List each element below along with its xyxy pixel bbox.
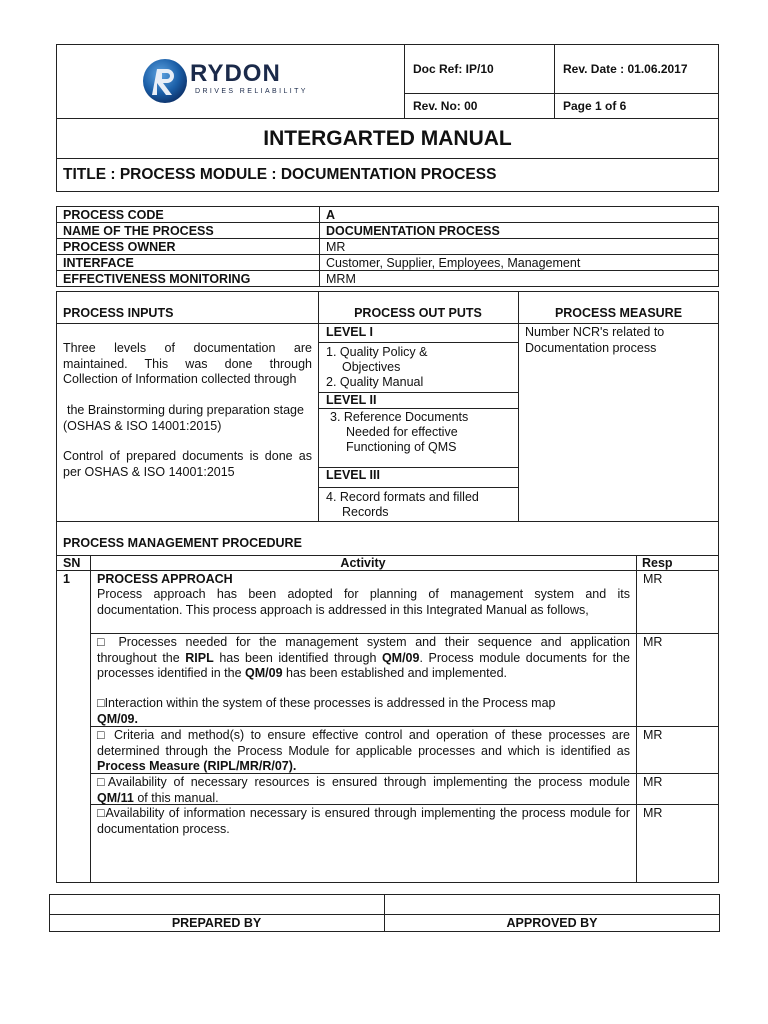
bullet-icon: □	[97, 775, 108, 789]
level-2-item: 3. Reference Documents	[330, 410, 469, 424]
row-2-resp: MR	[643, 635, 663, 649]
inputs-text-3: Control of prepared documents is done as per OSHAS & ISO 14001:2015	[63, 449, 312, 479]
manual-title: INTERGARTED MANUAL	[263, 126, 512, 150]
inputs-header: PROCESS INPUTS	[63, 306, 174, 320]
prepared-by: PREPARED BY	[171, 916, 262, 930]
level-2-item-cont: Needed for effective	[346, 425, 458, 439]
level-1-item: 2. Quality Manual	[326, 375, 424, 389]
info-key: PROCESS CODE	[57, 207, 320, 223]
module-title: TITLE : PROCESS MODULE : DOCUMENTATION PROCESS	[63, 166, 497, 183]
row-4-text: □Availability of necessary resources is ensured through implementing the process module QM/11 of this manual.	[97, 775, 630, 805]
bullet-icon: □	[97, 696, 105, 710]
col-resp: Resp	[642, 556, 673, 570]
level-3-label: LEVEL III	[326, 468, 380, 482]
procedure-title: PROCESS MANAGEMENT PROCEDURE	[63, 536, 302, 550]
level-2-item-cont: Functioning of QMS	[346, 440, 457, 454]
row-5-resp: MR	[643, 806, 663, 820]
row-2-text-b: □Interaction within the system of these processes is addressed in the Process map QM/09.	[97, 696, 556, 726]
level-3-item: 4. Record formats and filled	[326, 490, 479, 504]
info-value: Customer, Supplier, Employees, Management	[320, 255, 719, 271]
row-1-text: Process approach has been adopted for planning of management system and its documentation. This process approach is addressed in this Integrated Manual as follows,	[97, 587, 630, 617]
col-activity: Activity	[340, 556, 386, 570]
info-value: MRM	[320, 271, 719, 287]
bullet-icon: □	[97, 728, 108, 742]
info-key: PROCESS OWNER	[57, 239, 320, 255]
inputs-text-1: Three levels of documentation are maintained. This was done through Collection of Information collected through	[63, 341, 312, 386]
info-key: EFFECTIVENESS MONITORING	[57, 271, 320, 287]
bullet-icon: □	[97, 635, 110, 649]
level-2-label: LEVEL II	[326, 393, 377, 407]
level-1-label: LEVEL I	[326, 325, 374, 339]
row-1-sn: 1	[63, 572, 70, 586]
level-1-item-cont: Objectives	[342, 360, 401, 374]
approved-by: APPROVED BY	[506, 916, 598, 930]
outputs-header: PROCESS OUT PUTS	[354, 306, 482, 320]
bullet-icon: □	[97, 806, 106, 820]
row-1-title: PROCESS APPROACH	[97, 572, 233, 586]
row-5-text: □Availability of information necessary is ensured through implementing the process module for documentation process.	[97, 806, 630, 836]
logo	[140, 56, 325, 106]
measure-header: PROCESS MEASURE	[554, 306, 683, 320]
inputs-text-2: the Brainstorming during preparation stage (OSHAS & ISO 14001:2015)	[63, 403, 304, 433]
col-sn: SN	[63, 556, 81, 570]
info-value: DOCUMENTATION PROCESS	[320, 223, 719, 239]
process-info-table	[56, 206, 719, 287]
info-key: INTERFACE	[57, 255, 320, 271]
row-3-text: □ Criteria and method(s) to ensure effective control and operation of these processes are determined through the Process Module for applicable processes and which is identified as Process Measure (RIPL/MR/R/07).	[97, 728, 630, 773]
doc-ref: Doc Ref: IP/10	[413, 61, 494, 76]
level-1-item: 1. Quality Policy &	[326, 345, 428, 359]
row-2-text: □ Processes needed for the management system and their sequence and application throughout the RIPL has been identified through QM/09. Process module documents for the processes identified in the QM/09 has been established and implemented.	[97, 635, 630, 680]
row-3-resp: MR	[643, 728, 663, 742]
rev-no: Rev. No: 00	[413, 99, 478, 113]
level-3-item-cont: Records	[342, 505, 389, 519]
row-4-resp: MR	[643, 775, 663, 789]
page-number: Page 1 of 6	[563, 99, 627, 113]
info-value: A	[320, 207, 719, 223]
info-value: MR	[320, 239, 719, 255]
info-key: NAME OF THE PROCESS	[57, 223, 320, 239]
logo-tagline: DRIVES RELIABILITY	[195, 88, 308, 95]
rev-date: Rev. Date : 01.06.2017	[563, 61, 688, 76]
logo-brand: RYDON	[190, 60, 281, 87]
row-1-resp: MR	[643, 572, 663, 586]
measure-text: Number NCR's related to Documentation process	[525, 325, 665, 355]
